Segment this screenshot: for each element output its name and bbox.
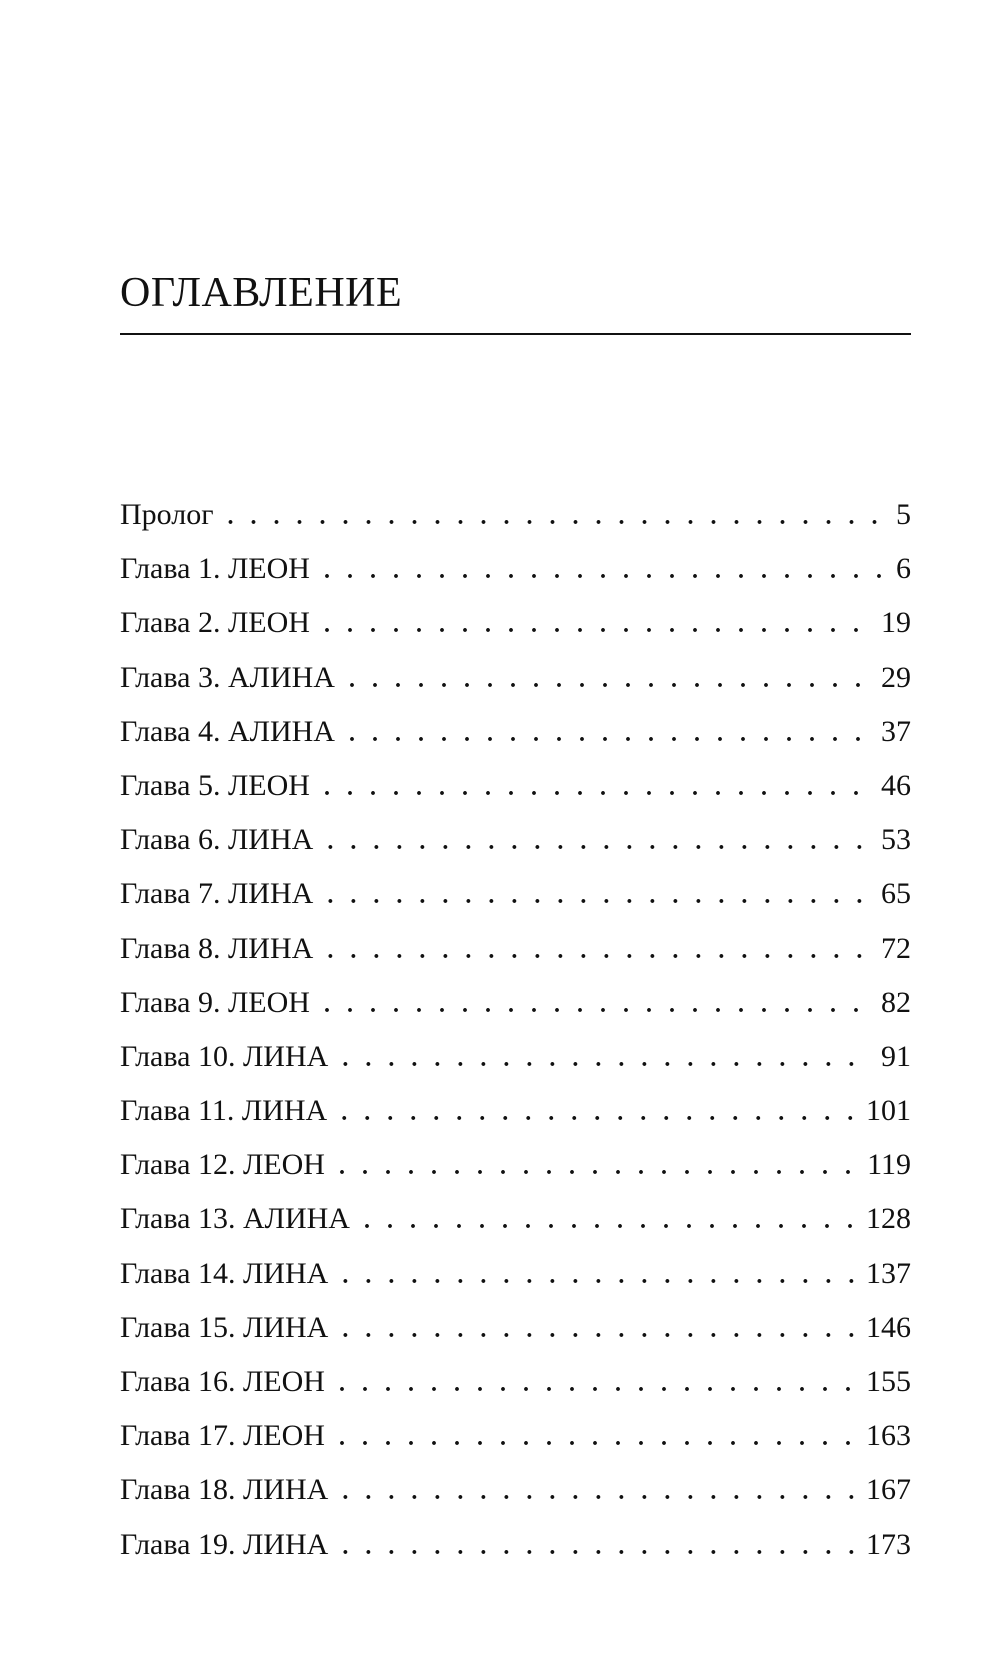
toc-entry — [120, 1256, 911, 1313]
dot-leader — [342, 1535, 854, 1559]
dot-leader — [324, 613, 869, 637]
dot-leader — [327, 939, 869, 963]
toc-entry — [120, 931, 911, 988]
toc-entry — [120, 1150, 911, 1204]
toc-entry-title: Глава 7. ЛИНА — [120, 877, 314, 911]
toc-entry — [120, 1475, 911, 1529]
toc-entry-title: Глава 12. ЛЕОН — [120, 1148, 325, 1182]
toc-entry-page-number: 167 — [866, 1473, 911, 1507]
toc-entry-page-number: 128 — [866, 1202, 911, 1236]
toc-entry-page-number: 6 — [896, 552, 911, 586]
dot-leader — [327, 884, 869, 908]
dot-leader — [364, 1209, 854, 1233]
dot-leader — [342, 1264, 854, 1288]
toc-entry — [120, 500, 911, 554]
toc-entry — [120, 1039, 911, 1096]
page-title: ОГЛАВЛЕНИЕ — [120, 270, 403, 316]
toc-entry-title: Глава 16. ЛЕОН — [120, 1365, 325, 1398]
toc-entry-page-number: 29 — [881, 660, 911, 694]
toc-entry-page-number: 53 — [881, 823, 911, 857]
toc-entry-title: Глава 14. ЛИНА — [120, 1256, 329, 1290]
toc-entry — [120, 1367, 911, 1421]
dot-leader — [342, 1318, 854, 1342]
toc-entry-title: Глава 19. ЛИНА — [120, 1527, 329, 1561]
toc-entry-page-number: 137 — [866, 1256, 911, 1290]
dot-leader — [342, 1047, 869, 1071]
toc-entry-title: Глава 3. АЛИНА — [120, 660, 335, 694]
toc-entry-page-number: 5 — [896, 498, 911, 531]
toc-entry-page-number: 119 — [867, 1148, 911, 1182]
toc-entry-title: Пролог — [120, 498, 214, 531]
dot-leader — [324, 559, 884, 583]
toc-entry-page-number: 37 — [881, 714, 911, 748]
toc-entry-title: Глава 4. АЛИНА — [120, 714, 335, 748]
dot-leader — [339, 1372, 854, 1396]
dot-leader — [327, 830, 869, 854]
toc-entry-title: Глава 17. ЛЕОН — [120, 1419, 325, 1453]
toc-entry-page-number: 173 — [866, 1527, 911, 1561]
toc-entry — [120, 1310, 911, 1367]
dot-leader — [324, 993, 869, 1017]
toc-entry — [120, 714, 911, 771]
toc-entry-title: Глава 2. ЛЕОН — [120, 606, 310, 640]
toc-entry — [120, 554, 911, 608]
title-underline — [120, 333, 911, 335]
toc-entry-page-number: 101 — [866, 1094, 911, 1128]
toc-entry-page-number: 146 — [866, 1310, 911, 1344]
dot-leader — [339, 1426, 854, 1450]
toc-entry-title: Глава 9. ЛЕОН — [120, 985, 310, 1019]
toc-entry-page-number: 65 — [881, 877, 911, 911]
dot-leader — [349, 668, 869, 692]
dot-leader — [341, 1101, 854, 1125]
toc-entry — [120, 825, 911, 879]
dot-leader — [324, 776, 869, 800]
toc-entry-page-number: 19 — [881, 606, 911, 640]
toc-entry — [120, 879, 911, 933]
toc-entry — [120, 660, 911, 717]
toc-entry-title: Глава 13. АЛИНА — [120, 1202, 350, 1236]
toc-entry-page-number: 46 — [881, 768, 911, 802]
dot-leader — [228, 505, 884, 529]
toc-entry-title: Глава 11. ЛИНА — [120, 1094, 328, 1128]
dot-leader — [349, 722, 869, 746]
toc-entry-title: Глава 10. ЛИНА — [120, 1039, 329, 1073]
table-of-contents — [120, 500, 911, 1584]
toc-entry-title: Глава 15. ЛИНА — [120, 1310, 329, 1344]
toc-entry-page-number: 82 — [881, 985, 911, 1019]
toc-entry-title: Глава 18. ЛИНА — [120, 1473, 329, 1507]
toc-entry-page-number: 155 — [866, 1365, 911, 1398]
toc-entry-title: Глава 6. ЛИНА — [120, 823, 314, 857]
toc-entry-page-number: 72 — [881, 931, 911, 965]
toc-entry — [120, 1527, 911, 1584]
dot-leader — [342, 1480, 854, 1504]
toc-entry-title: Глава 8. ЛИНА — [120, 931, 314, 965]
toc-entry — [120, 985, 911, 1042]
dot-leader — [339, 1155, 855, 1179]
toc-entry — [120, 768, 911, 825]
toc-entry-title: Глава 1. ЛЕОН — [120, 552, 310, 586]
toc-entry — [120, 1096, 911, 1150]
toc-entry — [120, 1421, 911, 1475]
toc-entry-title: Глава 5. ЛЕОН — [120, 768, 310, 802]
toc-entry-page-number: 163 — [866, 1419, 911, 1453]
toc-entry — [120, 608, 911, 662]
toc-entry — [120, 1204, 911, 1258]
toc-entry-page-number: 91 — [881, 1039, 911, 1073]
